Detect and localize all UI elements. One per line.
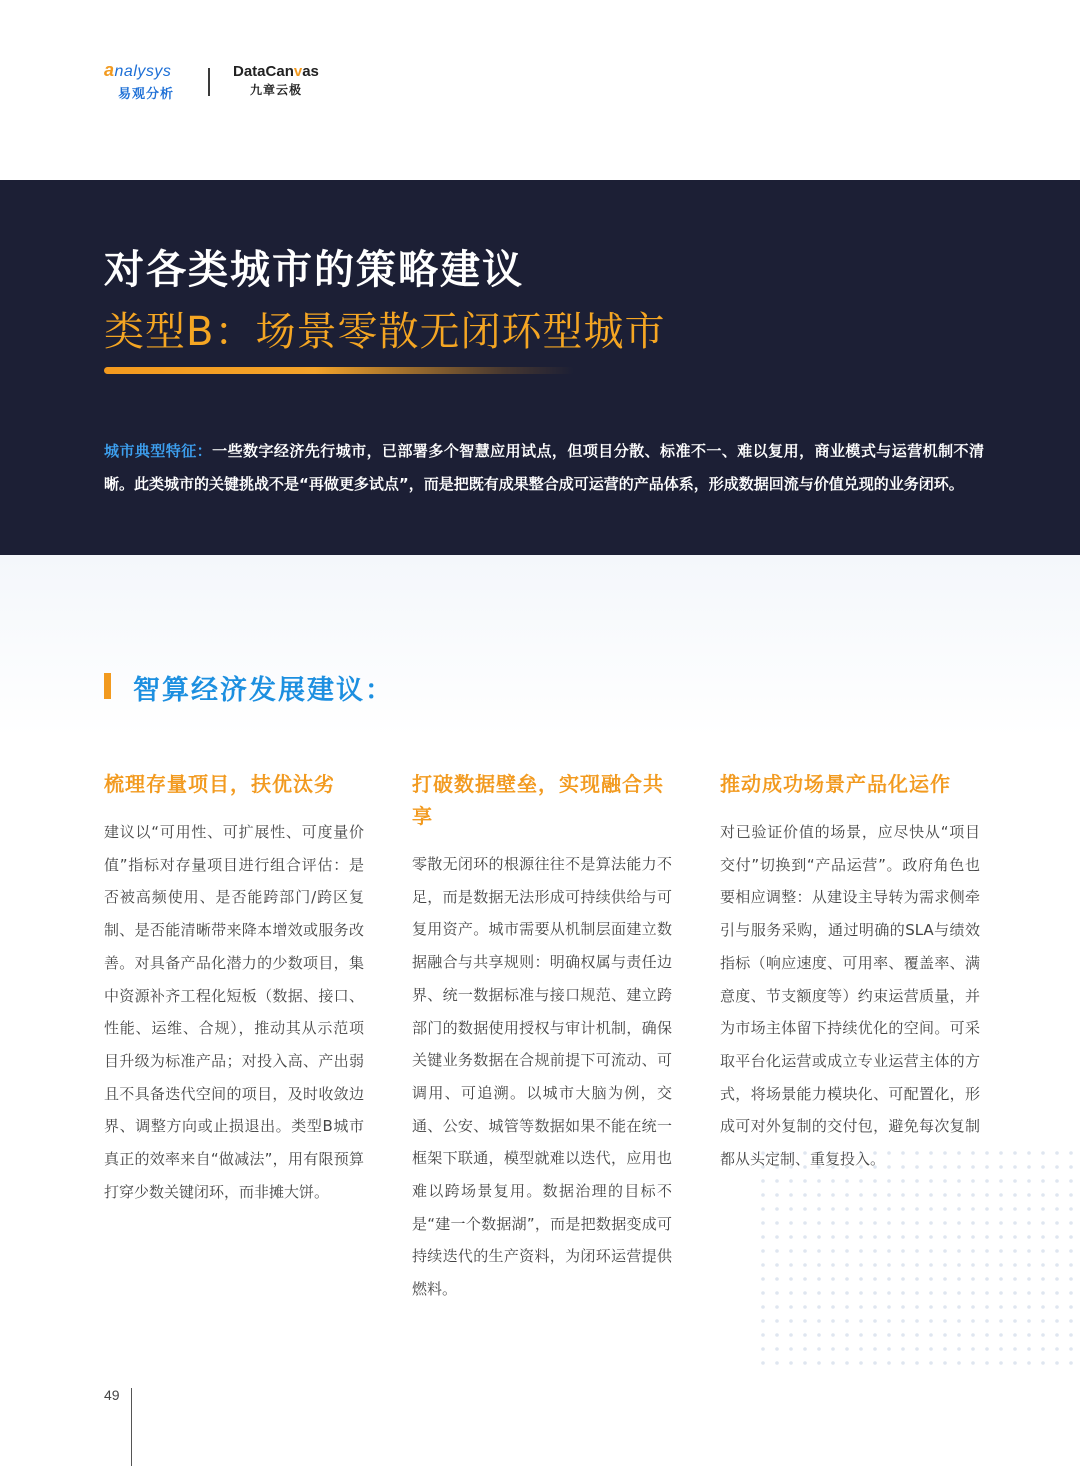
page-number-divider bbox=[131, 1388, 132, 1466]
datacanvas-logo-accent: v bbox=[293, 63, 303, 80]
recommendation-column-1 bbox=[104, 768, 364, 1208]
column-3-body: 对已验证价值的场景，应尽快从“项目交付”切换到“产品运营”。政府角色也要相应调整：从建设主导转为需求侧牵引与服务采购，通过明确的SLA与绩效指标（响应速度、可用率、覆盖率、满意度、节支额度等）约束运营质量，并为市场主体留下持续优化的空间。可采取平台化运营或成立专业运营主体的方式，将场景能力模块化、可配置化，形成可对外复制的交付包，避免每次复制都从头定制、重复投入。 bbox=[720, 823, 980, 1169]
column-3-heading: 推动成功场景产品化运作 bbox=[720, 772, 951, 796]
analysys-logo bbox=[104, 60, 174, 102]
decorative-dot-pattern bbox=[760, 1150, 1080, 1370]
city-characteristics bbox=[104, 435, 984, 501]
page-number: 49 bbox=[104, 1387, 120, 1403]
city-characteristics-label: 城市典型特征： bbox=[104, 442, 213, 460]
column-1-body: 建议以“可用性、可扩展性、可度量价值”指标对存量项目进行组合评估：是否被高频使用、是否能跨部门/跨区复制、是否能清晰带来降本增效或服务改善。对具备产品化潜力的少数项目，集中资源补齐工程化短板（数据、接口、性能、运维、合规），推动其从示范项目升级为标准产品；对投入高、产出弱且不具备迭代空间的项目，及时收敛边界、调整方向或止损退出。类型B城市真正的效率来自“做减法”，用有限预算打穿少数关键闭环，而非摊大饼。 bbox=[104, 823, 364, 1201]
title-underline bbox=[104, 367, 574, 374]
datacanvas-logo-part2: Can bbox=[265, 63, 294, 80]
column-2-heading: 打破数据壁垒，实现融合共享 bbox=[412, 772, 664, 828]
datacanvas-logo-part1: Data bbox=[233, 63, 266, 80]
analysys-logo-cn: 易观分析 bbox=[118, 87, 175, 102]
page-subtitle: 类型B：场景零散无闭环型城市 bbox=[104, 309, 666, 355]
datacanvas-logo-part3: as bbox=[302, 63, 319, 80]
datacanvas-logo bbox=[233, 63, 319, 98]
section-marker bbox=[104, 673, 111, 699]
datacanvas-logo-en bbox=[233, 63, 319, 80]
page-title: 对各类城市的策略建议 bbox=[104, 247, 524, 293]
recommendation-column-3 bbox=[720, 768, 980, 1176]
analysys-logo-text: nalysys bbox=[114, 63, 172, 80]
logo-divider bbox=[208, 68, 210, 96]
datacanvas-logo-cn: 九章云极 bbox=[249, 83, 302, 97]
section-title: 智算经济发展建议： bbox=[133, 675, 394, 706]
city-characteristics-text: 一些数字经济先行城市，已部署多个智慧应用试点，但项目分散、标准不一、难以复用，商业模式与运营机制不清晰。此类城市的关键挑战不是“再做更多试点”，而是把既有成果整合成可运营的产品体系，形成数据回流与价值兑现的业务闭环。 bbox=[104, 442, 984, 493]
column-1-heading: 梳理存量项目，扶优汰劣 bbox=[104, 772, 335, 796]
analysys-logo-en bbox=[104, 60, 174, 81]
column-2-body: 零散无闭环的根源往往不是算法能力不足，而是数据无法形成可持续供给与可复用资产。城市需要从机制层面建立数据融合与共享规则：明确权属与责任边界、统一数据标准与接口规范、建立跨部门的数据使用授权与审计机制，确保关键业务数据在合规前提下可流动、可调用、可追溯。以城市大脑为例，交通、公安、城管等数据如果不能在统一框架下联通，模型就难以迭代，应用也难以跨场景复用。数据治理的目标不是“建一个数据湖”，而是把数据变成可持续迭代的生产资料，为闭环运营提供燃料。 bbox=[412, 855, 672, 1299]
recommendation-column-2 bbox=[412, 768, 672, 1306]
analysys-logo-initial: a bbox=[104, 60, 115, 80]
